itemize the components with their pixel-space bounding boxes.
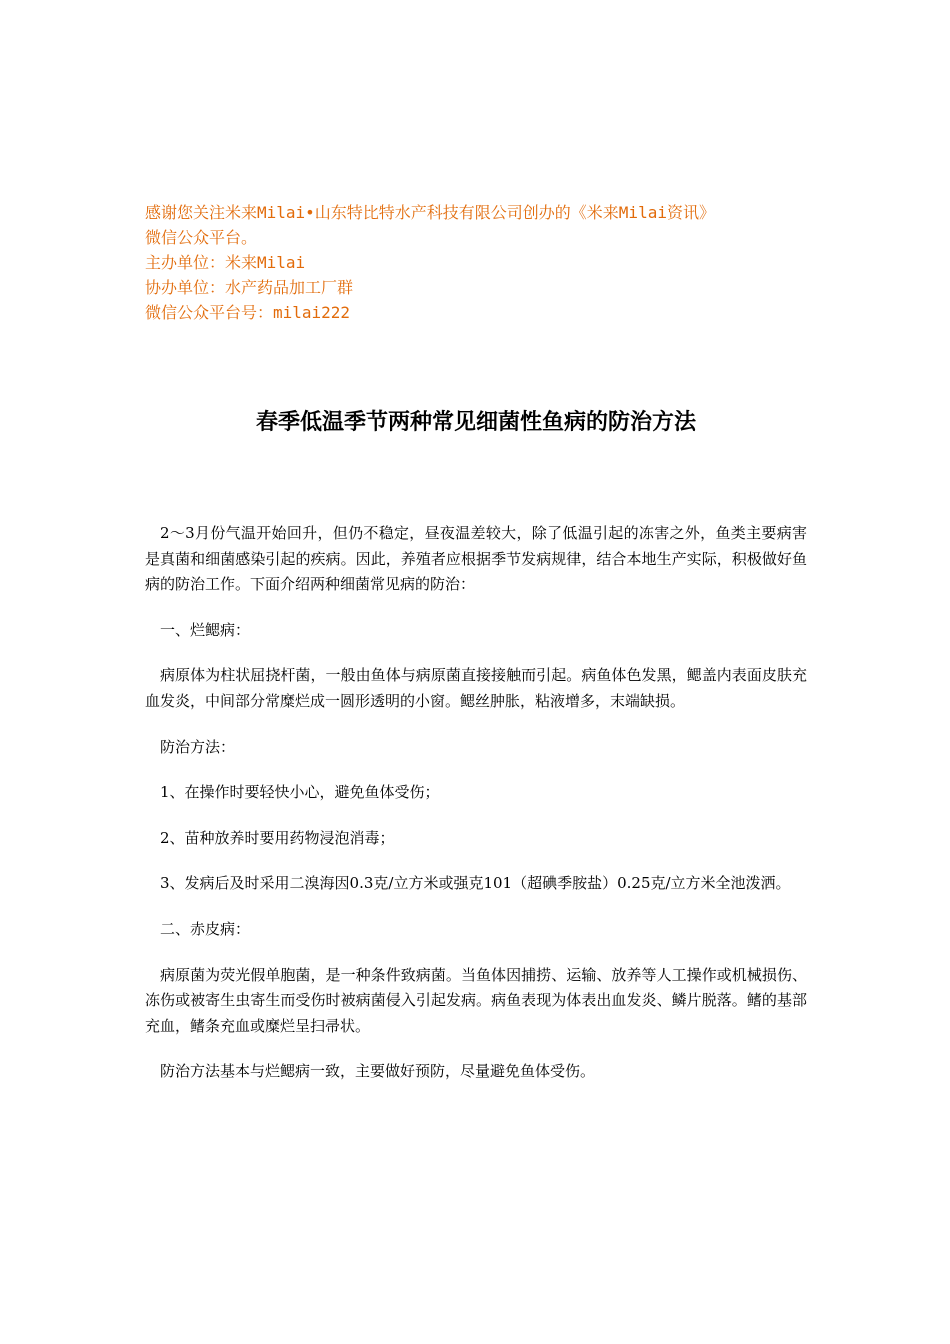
gill-rot-description: 病原体为柱状屈挠杆菌，一般由鱼体与病原菌直接接触而引起。病鱼体色发黑，鳃盖内表面皮肤充血发炎，中间部分常糜烂成一圆形透明的小窗。鳃丝肿胀，粘液增多，末端缺损。 — [145, 666, 807, 710]
prevention-item-3: 3、发病后及时采用二溴海因0.3克/立方米或强克101（超碘季胺盐）0.25克/立方米全池泼洒。 — [160, 874, 791, 893]
red-skin-prevention: 防治方法基本与烂鳃病一致，主要做好预防，尽量避免鱼体受伤。 — [160, 1062, 596, 1081]
red-skin-description: 病原菌为荧光假单胞菌，是一种条件致病菌。当鱼体因捕捞、运输、放养等人工操作或机械损伤、冻伤或被寄生虫寄生而受伤时被病菌侵入引起发病。病鱼表现为体表出血发炎、鳞片脱落。鳍的基部充血，鳍条充血或糜烂呈扫帚状。 — [145, 965, 807, 1035]
promo-line-platform: 微信公众平台。 — [145, 228, 258, 247]
co-organizer-line: 协办单位：水产药品加工厂群 — [145, 278, 354, 297]
promo-line-thanks: 感谢您关注米来Milai•山东特比特水产科技有限公司创办的《米来Milai资讯》 — [145, 203, 715, 222]
prevention-heading: 防治方法： — [160, 737, 236, 756]
wechat-id-line: 微信公众平台号：milai222 — [145, 303, 351, 322]
organizer-line: 主办单位：米来Milai — [145, 253, 306, 272]
article-body — [145, 521, 807, 1105]
intro-paragraph: 2～3月份气温开始回升，但仍不稳定，昼夜温差较大，除了低温引起的冻害之外，鱼类主要病害是真菌和细菌感染引起的疾病。因此，养殖者应根据季节发病规律，结合本地生产实际，积极做好鱼病的防治工作。下面介绍两种细菌常见病的防治： — [145, 524, 807, 594]
prevention-item-1: 1、在操作时要轻快小心，避免鱼体受伤； — [160, 783, 440, 802]
section-heading-red-skin: 二、赤皮病： — [160, 919, 251, 938]
prevention-item-2: 2、苗种放养时要用药物浸泡消毒； — [160, 828, 395, 847]
promo-header — [145, 200, 825, 325]
section-heading-gill-rot: 一、烂鳃病： — [160, 620, 251, 639]
article-title: 春季低温季节两种常见细菌性鱼病的防治方法 — [255, 409, 696, 435]
